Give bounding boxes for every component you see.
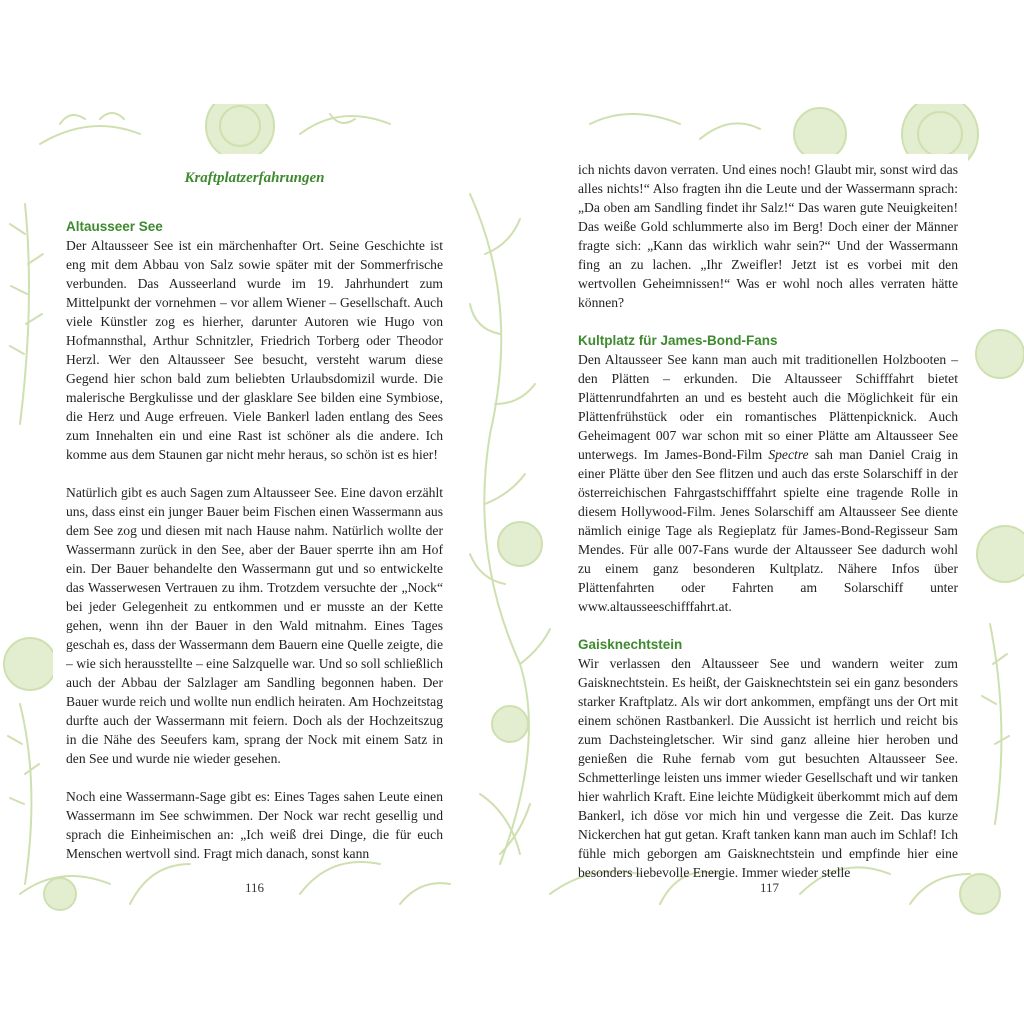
fern-ornament-left: [4, 204, 56, 884]
page-number-right: 117: [760, 880, 780, 895]
right-page-column: [578, 160, 958, 882]
film-title: Spectre: [768, 447, 809, 462]
left-page-column: [66, 217, 443, 863]
paragraph-sage-wassermann: Noch eine Wassermann-Sage gibt es: Eines Tages sahen Leute einen Wassermann im See schwimmen. Der Nock war recht gesellig und sprach die Einheimischen an: „Ich weiß drei Dinge, die für euch Menschen wertvoll sind. Fragt mich danach, sonst kann: [66, 789, 443, 861]
section-heading-kultplatz: Kultplatz für James-Bond-Fans: [578, 333, 778, 348]
vine-ornament-center: [470, 194, 550, 864]
paragraph-gaisknechtstein: Wir verlassen den Altausseer See und wandern weiter zum Gaisknechtstein. Es heißt, der Gaisknechtstein sei ein ganz besonders starker Kraftplatz. Als wir dort ankommen, empfängt uns der Ort mit einem schönen Rastbankerl. Die Aussicht ist herrlich und reicht bis zum Dachsteingletscher. Wir sind ganz alleine hier heroben und genießen die Ruhe fernab vom gut besuchten Altausseer See. Schmetterlinge leisten uns immer wieder Gesellschaft und wir tanken hier wahrlich Kraft. Eine leichte Müdigkeit überkommt mich auf dem Bankerl, ich döse vor mich hin und vergesse die Zeit. Das kurze Nickerchen hat gut getan. Kraft tanken kann man auch im Schlaf! Ich fühle mich geborgen am Gaisknechtstein und empfinde hier eine besonders liebevolle Energie. Immer wieder stelle: [578, 656, 958, 880]
flower-ornament-top-left: [40, 104, 390, 160]
page-number-left: 116: [245, 880, 265, 895]
running-head: Kraftplatzerfahrungen: [184, 170, 325, 186]
section-heading-altausseer-see: Altausseer See: [66, 219, 163, 234]
paragraph-altausseer-intro: Der Altausseer See ist ein märchenhafter Ort. Seine Geschichte ist eng mit dem Abbau von Salz sowie später mit der Sommerfrische verbunden. Das Ausseerland wurde im 19. Jahrhundert zum Mittelpunkt der vornehmen – vor allem Wiener – Gesellschaft. Auch viele Künstler zog es hierher, darunter Autoren wie Hugo von Hofmannsthal, Arthur Schnitzler, Friedrich Torberg oder Theodor Herzl. Wer den Altausseer See besucht, versteht warum diese Gegend hier schon bald zum beliebten Urlaubsdomizil wurde. Die malerische Bergkulisse und der glasklare See bilden eine Symbiose, die Herz und Auge erfreuen. Viele Bankerl laden entlang des Sees zum Innehalten ein und eine Rast ist schöner als die andere. Ich komme aus dem Staunen gar nicht mehr heraus, so schön ist es hier!: [66, 238, 443, 462]
paragraph-james-bond-part1: Den Altausseer See kann man auch mit traditionellen Holzbooten – den Plätten – erkunden. Die Altausseer Schifffahrt bietet Plättenrundfahrten an und es besteht auch die Möglichkeit für ein Plättenfrühstück oder ein romantisches Plättenpicknick. Auch Geheimagent 007 war schon mit so einer Plätte am Altausseer See unterwegs. Im James-Bond-Film: [578, 352, 958, 462]
paragraph-james-bond: [578, 350, 958, 616]
paragraph-james-bond-part2: sah man Daniel Craig in einer Plätte über den See flitzen und auch das erste Solarschiff in der österreichischen Fahrgastschifffahrt spielte eine tragende Rolle in diesem Hollywood-Film. Jenes Solarschiff am Altausseer See diente nämlich einige Tage als Regieplatz für James-Bond-Regisseur Sam Mendes. Für alle 007-Fans wurde der Altausseer See dadurch wohl zu einem ganz besonderen Kultplatz. Nähere Infos über Plättenfahrten oder Fahrten am Solarschiff unter www.altausseeschifffahrt.at.: [578, 447, 959, 614]
paragraph-sage-bauer: Natürlich gibt es auch Sagen zum Altausseer See. Eine davon erzählt uns, dass einst ein junger Bauer beim Fischen einen Wassermann aus dem See zog und diesen mit nach Hause nahm. Natürlich wollte der Wassermann zurück in den See, aber der Bauer sperrte ihn am Hof ein. Der Bauer behandelte den Wassermann gut und so entwickelte das Wasserwesen Vertrauen zu ihm. Trotzdem versuchte der „Nock“ bei jeder Gelegenheit zu entkommen und er musste an der Kette gehen, wenn ihn der Bauer in den Wald mitnahm. Eines Tages geschah es, dass der Wassermann dem Bauern eine Quelle zeigte, die – wie sich herausstellte – eine Salzquelle war. Und so soll schließlich auch der Abbau der Salzlager am Sandling begonnen haben. Der Bauer wurde reich und wollte nun endlich heiraten. Am Hochzeitstag durfte auch der Wassermann mit feiern. Doch als der Hochzeitszug in die Nähe des Seeufers kam, sprang der Nock mit einem Satz in den See und wurde nie wieder gesehen.: [66, 485, 443, 766]
section-heading-gaisknechtstein: Gaisknechtstein: [578, 637, 683, 652]
paragraph-continuation: ich nichts davon verraten. Und eines noch! Glaubt mir, sonst wird das alles nichts!“ Also fragten ihn die Leute und der Wassermann sprach: „Da oben am Sandling findet ihr Salz!“ Das waren gute Neuigkeiten! Das weiße Gold schlummerte also im Berg! Doch einer der Männer fragte sich: „Kann das wirklich wahr sein?“ Und der Wassermann fing an zu lachen. „Ihr Zweifler! Jetzt ist es vorbei mit den wertvollen Geheimnissen!“ Was er wohl noch alles verraten hätte können?: [578, 162, 958, 310]
flower-ornament-right: [976, 330, 1024, 824]
